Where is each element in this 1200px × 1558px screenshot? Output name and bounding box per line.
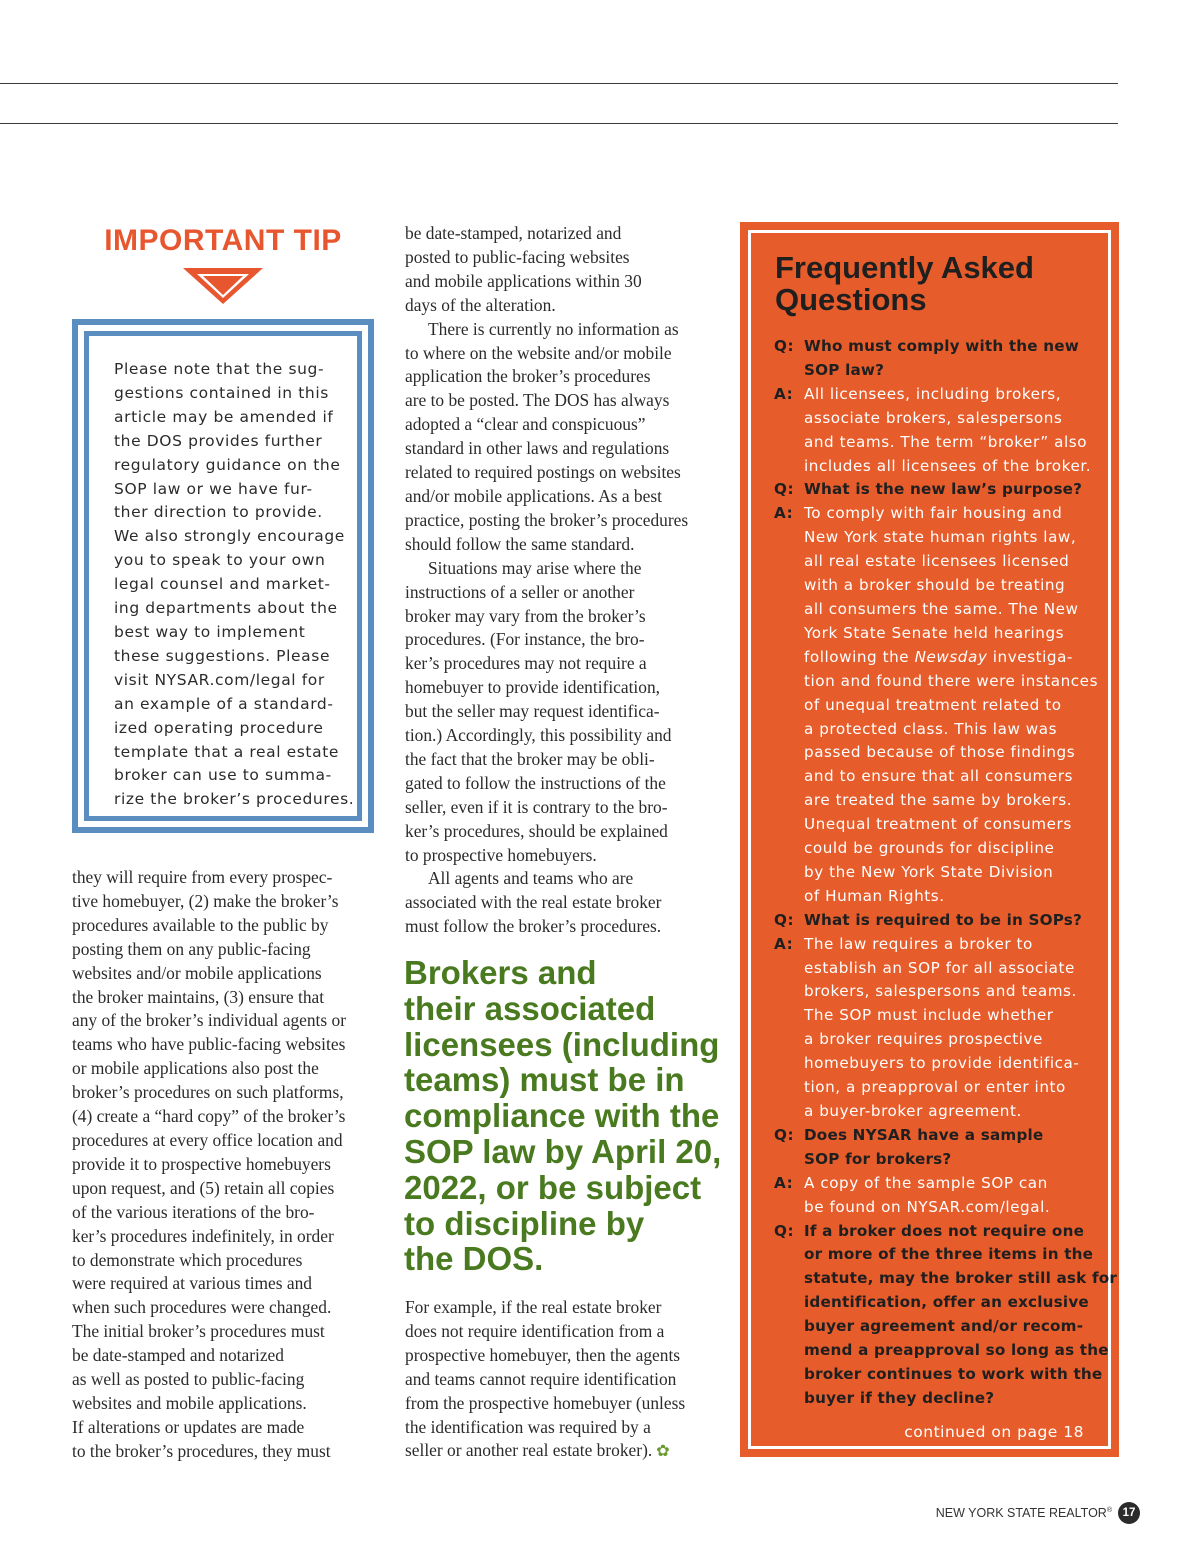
text-line: be found on NYSAR.com/legal. xyxy=(804,1197,1051,1216)
text-line: tion.) Accordingly, this possibility and xyxy=(405,725,672,746)
text-line: A copy of the sample SOP can xyxy=(804,1173,1048,1192)
text-line: buyer agreement and/or recom- xyxy=(804,1317,1084,1336)
faq-answer xyxy=(774,383,1104,479)
text-line: template that a real estate xyxy=(114,742,340,761)
text-line: and/or mobile applications. As a best xyxy=(405,485,662,506)
text-line: procedures. (For instance, the bro- xyxy=(405,629,645,650)
text-line: you to speak to your own xyxy=(114,551,326,570)
end-mark-icon: ✿ xyxy=(656,1443,670,1461)
text-line: ing departments about the xyxy=(114,599,338,618)
text-line: seller, even if it is contrary to the bro- xyxy=(405,796,668,817)
text-line: If a broker does not require one xyxy=(804,1221,1085,1240)
answer-label: A: xyxy=(774,384,794,403)
text-line: The SOP must include whether xyxy=(804,1006,1054,1025)
faq-frame xyxy=(748,230,1118,1449)
text-line: and to ensure that all consumers xyxy=(804,767,1074,786)
second-rule xyxy=(0,123,1118,124)
column-left xyxy=(72,866,346,1464)
text-line: the DOS. xyxy=(404,1240,544,1278)
text-line: (4) create a “hard copy” of the broker’s xyxy=(72,1106,346,1127)
tip-text xyxy=(84,331,362,821)
text-line: all consumers the same. The New xyxy=(804,599,1079,618)
text-line: tion and found there were instances xyxy=(804,671,1099,690)
answer-label: A: xyxy=(774,504,794,523)
page-footer xyxy=(936,1502,1140,1524)
text-line: posted to public-facing websites xyxy=(405,246,630,267)
text-line: or more of the three items in the xyxy=(804,1245,1094,1264)
text-line: application the broker’s procedures xyxy=(405,366,651,387)
text-line: statute, may the broker still ask for xyxy=(804,1269,1118,1288)
text-line: The initial broker’s procedures must xyxy=(72,1321,325,1342)
text-line: broker can use to summa- xyxy=(114,766,332,785)
text-line: upon request, and (5) retain all copies xyxy=(72,1177,335,1198)
faq-question xyxy=(774,335,1104,383)
text-line: What is required to be in SOPs? xyxy=(804,910,1083,929)
text-line: they will require from every prospec- xyxy=(72,867,333,887)
text-line: rize the broker’s procedures. xyxy=(114,790,355,809)
text-line: Who must comply with the new xyxy=(804,337,1080,355)
question-label: Q: xyxy=(774,1125,795,1144)
text-line: ker’s procedures may not require a xyxy=(405,653,647,674)
text-line: gated to follow the instructions of the xyxy=(405,772,666,793)
text-line: associated with the real estate broker xyxy=(405,892,662,913)
faq-question xyxy=(774,1124,1104,1172)
text-line: practice, posting the broker’s procedures xyxy=(405,509,689,530)
text-line: of unequal treatment related to xyxy=(804,695,1062,714)
faq-title-line: Questions xyxy=(775,282,927,317)
text-line: passed because of those findings xyxy=(804,743,1076,762)
text-line: SOP law by April 20, xyxy=(404,1132,722,1170)
text-line: procedures available to the public by xyxy=(72,914,329,935)
question-label: Q: xyxy=(774,910,795,929)
continued-note: continued on page 18 xyxy=(904,1423,1084,1441)
faq-title-line: Frequently Asked xyxy=(775,250,1034,285)
text-line: SOP law or we have fur- xyxy=(114,479,313,498)
text-line: websites and/or mobile applications xyxy=(72,962,322,983)
text-line: from the prospective homebuyer (unless xyxy=(405,1392,686,1413)
text-line: SOP law? xyxy=(804,360,885,379)
text-line: homebuyers to provide identifica- xyxy=(804,1054,1080,1073)
text-line: Brokers and xyxy=(404,954,597,991)
text-line: to demonstrate which procedures xyxy=(72,1249,303,1270)
text-line: To comply with fair housing and xyxy=(804,504,1063,523)
text-line: of the various iterations of the bro- xyxy=(72,1201,315,1222)
text-line: If alterations or updates are made xyxy=(72,1416,305,1437)
text-line: broker continues to work with the xyxy=(804,1364,1103,1383)
text-line: and teams cannot require identification xyxy=(405,1368,677,1389)
tip-box xyxy=(72,319,374,833)
text-line: tive homebuyer, (2) make the broker’s xyxy=(72,890,339,911)
text-line: of Human Rights. xyxy=(804,886,945,905)
text-line: to discipline by xyxy=(404,1204,645,1242)
text-line: an example of a standard- xyxy=(114,694,334,713)
text-line: as well as posted to public-facing xyxy=(72,1369,305,1390)
text-line: New York state human rights law, xyxy=(804,528,1077,547)
text-line: All licensees, including brokers, xyxy=(804,384,1062,403)
text-line: SOP for brokers? xyxy=(804,1149,952,1168)
text-line: should follow the same standard. xyxy=(405,533,635,554)
text-line: with a broker should be treating xyxy=(804,576,1066,595)
text-line: regulatory guidance on the xyxy=(114,455,341,474)
text-line: the fact that the broker may be obli- xyxy=(405,748,655,769)
text-line: the DOS provides further xyxy=(114,431,323,450)
text-line: days of the alteration. xyxy=(405,294,556,315)
text-line: gestions contained in this xyxy=(114,383,329,402)
text-line: or mobile applications also post the xyxy=(72,1058,319,1079)
text-line: tion, a preapproval or enter into xyxy=(804,1078,1066,1097)
text-line: brokers, salespersons and teams. xyxy=(804,982,1077,1001)
text-line: ker’s procedures indefinitely, in order xyxy=(72,1225,334,1246)
text-line: all real estate licensees licensed xyxy=(804,552,1070,571)
answer-label: A: xyxy=(774,1173,794,1192)
text-line: provide it to prospective homebuyers xyxy=(72,1153,331,1174)
text-line: Please note that the sug- xyxy=(114,360,325,378)
text-line: and mobile applications within 30 xyxy=(405,270,642,291)
text-line: licensees (including xyxy=(404,1025,720,1063)
column-middle xyxy=(405,222,688,939)
text-line: to the broker’s procedures, they must xyxy=(72,1440,331,1461)
text-line: a buyer-broker agreement. xyxy=(804,1102,1022,1120)
tip-title: IMPORTANT TIP xyxy=(104,224,342,257)
text-line: their associated xyxy=(404,989,656,1027)
text-line: and teams. The term “broker” also xyxy=(804,432,1088,451)
text-line: There is currently no information as xyxy=(428,318,679,339)
text-line: includes all licensees of the broker. xyxy=(804,456,1092,475)
pull-quote xyxy=(404,955,736,1277)
text-line: Does NYSAR have a sample xyxy=(804,1125,1044,1144)
text-line: Unequal treatment of consumers xyxy=(804,815,1072,834)
text-line xyxy=(804,646,1104,670)
text-line: does not require identification from a xyxy=(405,1320,665,1341)
text-line: must follow the broker’s procedures. xyxy=(405,916,662,937)
text-line: visit NYSAR.com/legal for xyxy=(114,670,325,689)
faq-title xyxy=(775,252,1034,316)
faq-question xyxy=(774,1220,1118,1411)
text-line: websites and mobile applications. xyxy=(72,1392,307,1413)
text-line: legal counsel and market- xyxy=(114,575,331,594)
text-line: posting them on any public-facing xyxy=(72,938,311,959)
text-line: best way to implement xyxy=(114,622,306,641)
question-label: Q: xyxy=(774,1221,795,1240)
faq-box xyxy=(740,222,1119,1457)
text-line: related to required postings on websites xyxy=(405,462,681,483)
text-line: any of the broker’s individual agents or xyxy=(72,1010,346,1031)
text-line: the identification was required by a xyxy=(405,1416,651,1437)
text-line: The law requires a broker to xyxy=(804,934,1033,953)
text-line: be date-stamped and notarized xyxy=(72,1345,284,1366)
faq-answer xyxy=(774,1172,1104,1220)
text-line: homebuyer to provide identification, xyxy=(405,677,660,698)
text-line: broker may vary from the broker’s xyxy=(405,605,646,626)
text-line: when such procedures were changed. xyxy=(72,1297,332,1318)
text-line: but the seller may request identifica- xyxy=(405,701,660,722)
text-line: compliance with the xyxy=(404,1097,720,1135)
text-line: to where on the website and/or mobile xyxy=(405,342,672,363)
text-line: seller or another real estate broker). ✿ xyxy=(405,1440,670,1461)
text-line: procedures at every office location and xyxy=(72,1129,343,1150)
text-line: For example, if the real estate broker xyxy=(405,1297,662,1317)
text-line: identification, offer an exclusive xyxy=(804,1293,1089,1312)
text-fragment: following the xyxy=(804,647,915,666)
column-middle-bottom xyxy=(405,1296,685,1464)
text-line: by the New York State Division xyxy=(804,862,1054,881)
faq-answer xyxy=(774,933,1104,1124)
text-line: buyer if they decline? xyxy=(804,1388,995,1407)
text-line: teams who have public-facing websites xyxy=(72,1034,346,1055)
text-line: to prospective homebuyers. xyxy=(405,844,597,865)
answer-label: A: xyxy=(774,934,794,953)
faq-answer xyxy=(774,502,1104,908)
question-label: Q: xyxy=(774,337,795,355)
text-line: a protected class. This law was xyxy=(804,719,1058,738)
faq-question xyxy=(774,909,1104,933)
text-line: Situations may arise where the xyxy=(428,557,642,578)
text-line: instructions of a seller or another xyxy=(405,581,635,602)
text-line: standard in other laws and regulations xyxy=(405,438,670,459)
question-label: Q: xyxy=(774,480,795,499)
text-line: broker’s procedures on such platforms, xyxy=(72,1082,344,1103)
text-line: ther direction to provide. xyxy=(114,503,323,522)
faq-list xyxy=(774,335,1118,1411)
text-line: All agents and teams who are xyxy=(428,868,634,889)
page-number: 17 xyxy=(1118,1502,1140,1524)
text-line: the broker maintains, (3) ensure that xyxy=(72,986,325,1007)
faq-question xyxy=(774,478,1104,502)
text-line: could be grounds for discipline xyxy=(804,839,1055,858)
text-line: associate brokers, salespersons xyxy=(804,408,1063,427)
text-fragment: investiga- xyxy=(987,647,1073,666)
text-line: be date-stamped, notarized and xyxy=(405,223,622,243)
text-line: these suggestions. Please xyxy=(114,646,331,665)
text-line: ker’s procedures, should be explained xyxy=(405,820,668,841)
text-line: adopted a “clear and conspicuous” xyxy=(405,414,646,435)
text-line: establish an SOP for all associate xyxy=(804,958,1075,977)
text-line: What is the new law’s purpose? xyxy=(804,480,1083,499)
text-line: York State Senate held hearings xyxy=(804,623,1065,642)
text-line: article may be amended if xyxy=(114,407,334,426)
text-line: were required at various times and xyxy=(72,1273,312,1294)
text-line: a broker requires prospective xyxy=(804,1030,1043,1049)
text-line: ized operating procedure xyxy=(114,718,324,737)
text-line: We also strongly encourage xyxy=(114,527,345,546)
magazine-name: NEW YORK STATE REALTOR® xyxy=(935,1506,1112,1520)
text-line: are to be posted. The DOS has always xyxy=(405,390,670,411)
down-triangle-icon xyxy=(183,268,263,304)
text-line: teams) must be in xyxy=(404,1061,685,1099)
publication-name: Newsday xyxy=(914,647,988,666)
text-line: are treated the same by brokers. xyxy=(804,791,1073,810)
top-rule xyxy=(0,83,1118,84)
text-line: 2022, or be subject xyxy=(404,1168,702,1206)
text-line: prospective homebuyer, then the agents xyxy=(405,1344,681,1365)
text-line: mend a preapproval so long as the xyxy=(804,1341,1109,1360)
